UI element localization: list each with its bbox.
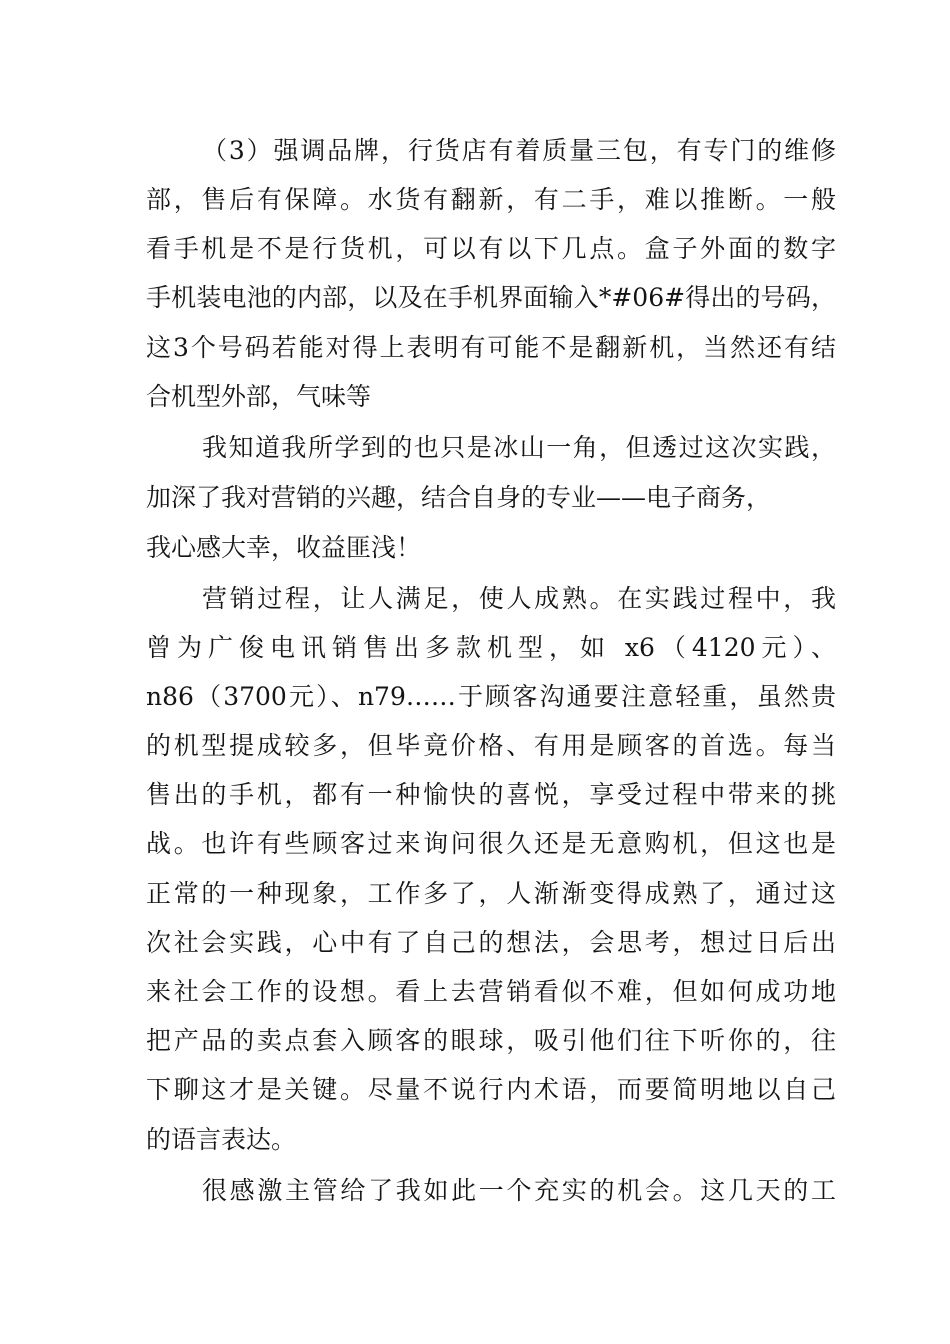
paragraph-line: 正常的一种现象，工作多了，人渐渐变得成熟了，通过这 (146, 879, 836, 908)
paragraph-line: 手机装电池的内部，以及在手机界面输入*#06#得出的号码， (146, 283, 836, 312)
paragraph-line: 营销过程，让人满足，使人成熟。在实践过程中，我 (202, 584, 836, 613)
paragraph-line: 的机型提成较多，但毕竟价格、有用是顾客的首选。每当 (146, 731, 836, 760)
paragraph-line: （3）强调品牌，行货店有着质量三包，有专门的维修 (202, 136, 836, 165)
paragraph-line: 下聊这才是关键。尽量不说行内术语，而要简明地以自己 (146, 1075, 836, 1104)
paragraph-line: 加深了我对营销的兴趣，结合自身的专业——电子商务， (146, 483, 772, 512)
paragraph-line: 战。也许有些顾客过来询问很久还是无意购机，但这也是 (146, 829, 836, 858)
paragraph-line: 看手机是不是行货机，可以有以下几点。盒子外面的数字 (146, 234, 836, 263)
paragraph-line: 我心感大幸，收益匪浅！ (146, 533, 422, 562)
paragraph-line: 部，售后有保障。水货有翻新，有二手，难以推断。一般 (146, 185, 836, 214)
paragraph-line: 来社会工作的设想。看上去营销看似不难，但如何成功地 (146, 977, 836, 1006)
paragraph-line: 很感激主管给了我如此一个充实的机会。这几天的工 (202, 1176, 836, 1205)
paragraph-line: 合机型外部，气味等 (146, 382, 372, 411)
paragraph-line: 的语言表达。 (146, 1125, 297, 1154)
paragraph-line: 这3个号码若能对得上表明有可能不是翻新机，当然还有结 (146, 333, 836, 362)
paragraph-line: 把产品的卖点套入顾客的眼球，吸引他们往下听你的，往 (146, 1026, 836, 1055)
paragraph-line: 次社会实践，心中有了自己的想法，会思考，想过日后出 (146, 928, 836, 957)
paragraph-line: 我知道我所学到的也只是冰山一角，但透过这次实践， (202, 433, 836, 462)
paragraph-line: 曾为广俊电讯销售出多款机型，如 x6（4120元）、 (146, 633, 836, 662)
paragraph-line: n86（3700元）、n79……于顾客沟通要注意轻重，虽然贵 (146, 682, 836, 711)
paragraph-line: 售出的手机，都有一种愉快的喜悦，享受过程中带来的挑 (146, 780, 836, 809)
